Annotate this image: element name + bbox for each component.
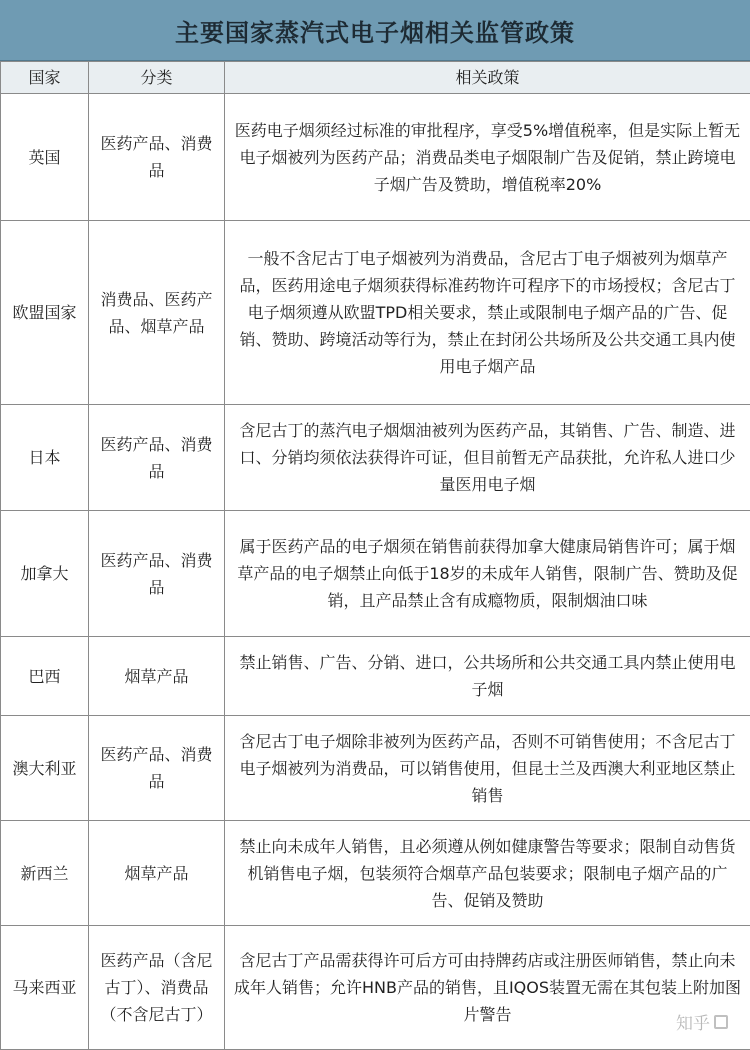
policy-cell: 医药电子烟须经过标准的审批程序，享受5%增值税率，但是实际上暂无电子烟被列为医药产品；消费品类电子烟限制广告及促销，禁止跨境电子烟广告及赞助，增值税率20% xyxy=(225,94,750,221)
country-cell: 澳大利亚 xyxy=(1,716,89,821)
table-row xyxy=(1,821,750,926)
category-cell: 医药产品、消费品 xyxy=(89,405,225,511)
category-cell: 医药产品、消费品 xyxy=(89,94,225,221)
header-category: 分类 xyxy=(89,62,225,94)
category-cell: 烟草产品 xyxy=(89,637,225,716)
policy-cell: 含尼古丁电子烟除非被列为医药产品，否则不可销售使用；不含尼古丁电子烟被列为消费品，可以销售使用，但昆士兰及西澳大利亚地区禁止销售 xyxy=(225,716,750,821)
table-row xyxy=(1,716,750,821)
category-cell: 烟草产品 xyxy=(89,821,225,926)
table-row xyxy=(1,405,750,511)
country-cell: 巴西 xyxy=(1,637,89,716)
policy-cell: 一般不含尼古丁电子烟被列为消费品，含尼古丁电子烟被列为烟草产品，医药用途电子烟须获得标准药物许可程序下的市场授权；含尼古丁电子烟须遵从欧盟TPD相关要求，禁止或限制电子烟产品的广告、促销、赞助、跨境活动等行为，禁止在封闭公共场所及公共交通工具内使用电子烟产品 xyxy=(225,221,750,405)
policy-table xyxy=(0,61,750,1050)
header-policy: 相关政策 xyxy=(225,62,750,94)
table-row xyxy=(1,511,750,637)
table-row xyxy=(1,637,750,716)
table-row xyxy=(1,926,750,1050)
category-cell: 医药产品、消费品 xyxy=(89,716,225,821)
country-cell: 日本 xyxy=(1,405,89,511)
country-cell: 马来西亚 xyxy=(1,926,89,1050)
table-title: 主要国家蒸汽式电子烟相关监管政策 xyxy=(0,0,750,61)
category-cell: 消费品、医药产品、烟草产品 xyxy=(89,221,225,405)
header-country: 国家 xyxy=(1,62,89,94)
country-cell: 英国 xyxy=(1,94,89,221)
country-cell: 新西兰 xyxy=(1,821,89,926)
country-cell: 欧盟国家 xyxy=(1,221,89,405)
policy-cell: 禁止销售、广告、分销、进口，公共场所和公共交通工具内禁止使用电子烟 xyxy=(225,637,750,716)
header-row xyxy=(1,62,750,94)
policy-cell: 属于医药产品的电子烟须在销售前获得加拿大健康局销售许可；属于烟草产品的电子烟禁止向低于18岁的未成年人销售，限制广告、赞助及促销，且产品禁止含有成瘾物质，限制烟油口味 xyxy=(225,511,750,637)
table-row xyxy=(1,94,750,221)
zhihu-logo-icon xyxy=(714,1015,728,1029)
zhihu-watermark-text: 知乎 xyxy=(676,1014,710,1034)
policy-cell: 含尼古丁的蒸汽电子烟烟油被列为医药产品，其销售、广告、制造、进口、分销均须依法获得许可证，但目前暂无产品获批，允许私人进口少量医用电子烟 xyxy=(225,405,750,511)
country-cell: 加拿大 xyxy=(1,511,89,637)
table-row xyxy=(1,221,750,405)
zhihu-watermark xyxy=(676,1009,728,1034)
policy-cell: 含尼古丁产品需获得许可后方可由持牌药店或注册医师销售，禁止向未成年人销售；允许HNB产品的销售，且IQOS装置无需在其包装上附加图片警告 xyxy=(225,926,750,1050)
category-cell: 医药产品、消费品 xyxy=(89,511,225,637)
category-cell: 医药产品（含尼古丁）、消费品（不含尼古丁） xyxy=(89,926,225,1050)
policy-cell: 禁止向未成年人销售，且必须遵从例如健康警告等要求；限制自动售货机销售电子烟，包装须符合烟草产品包装要求；限制电子烟产品的广告、促销及赞助 xyxy=(225,821,750,926)
